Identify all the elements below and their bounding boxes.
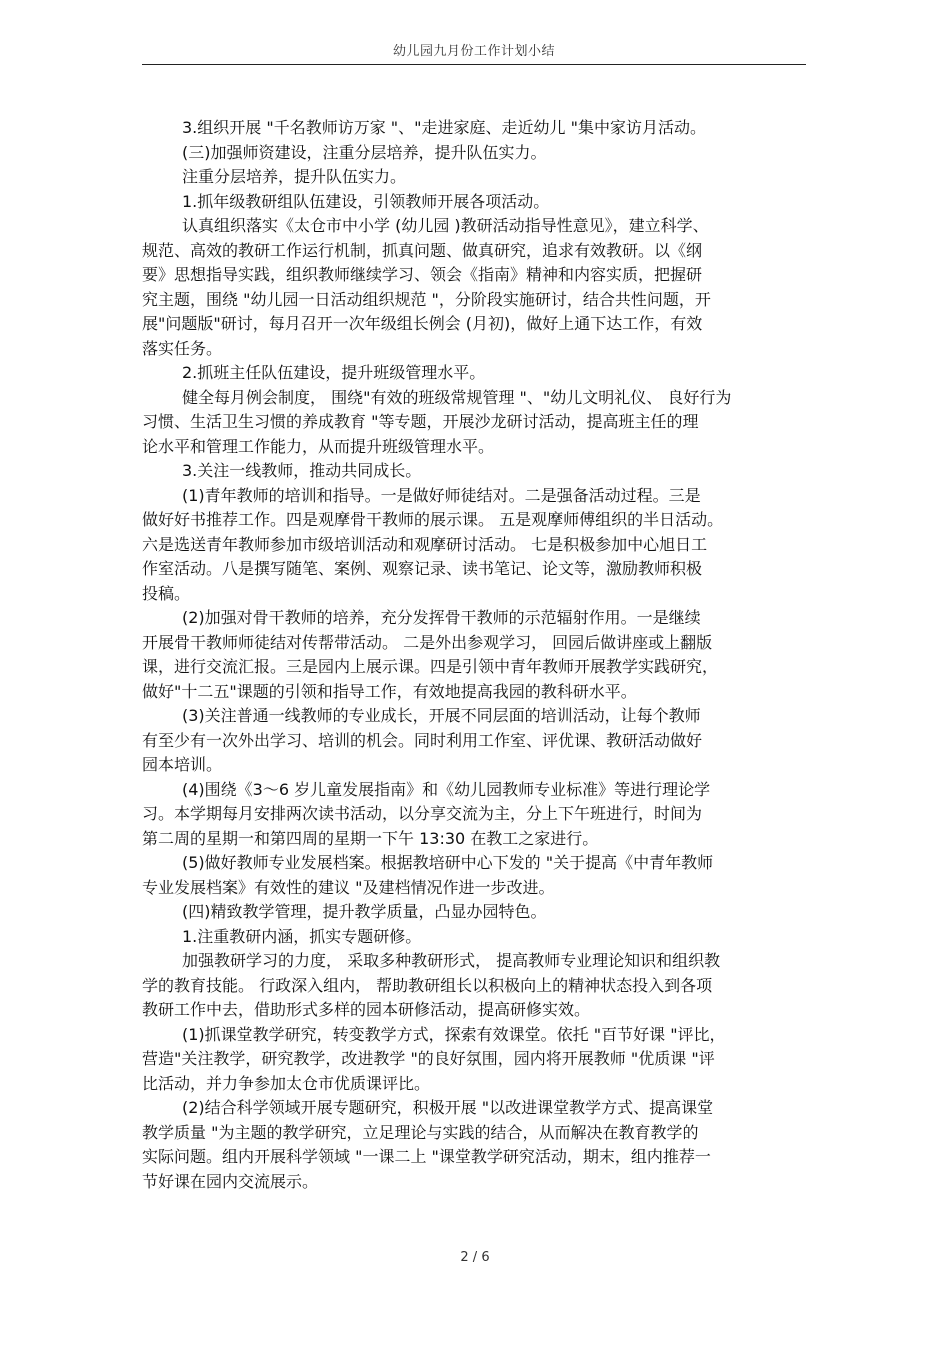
text-line: 做好"十二五"课题的引领和指导工作，有效地提高我园的教科研水平。: [142, 681, 637, 701]
text-line: 3.组织开展 "千名教师访万家 "、"走进家庭、走近幼儿 "集中家访月活动。: [182, 118, 706, 137]
text-line: 营造"关注教学，研究教学，改进教学 "的良好氛围，园内将开展教师 "优质课 "评: [142, 1049, 715, 1068]
text-line: 有至少有一次外出学习、培训的机会。同时利用工作室、评优课、教研活动做好: [142, 730, 703, 750]
text-line: 专业发展档案》有效性的建议 "及建档情况作进一步改进。: [142, 877, 555, 897]
document-body: [142, 116, 806, 1194]
text-line: 六是选送青年教师参加市级培训活动和观摩研讨活动。 七是积极参加中心旭日工: [142, 534, 708, 554]
text-line: (4)围绕《3～6 岁儿童发展指南》和《幼儿园教师专业标准》等进行理论学: [182, 779, 711, 799]
text-line: 规范、高效的教研工作运行机制，抓真问题、做真研究，追求有效教研。以《纲: [142, 240, 703, 260]
document-title: 幼儿园九月份工作计划小结: [392, 44, 555, 59]
text-line: (2)加强对骨干教师的培养，充分发挥骨干教师的示范辐射作用。一是继续: [182, 608, 701, 627]
text-line: 教研工作中去，借助形式多样的园本研修活动，提高研修实效。: [142, 1000, 591, 1019]
text-line: 论水平和管理工作能力，从而提升班级管理水平。: [142, 436, 495, 456]
text-line: 学的教育技能。 行政深入组内， 帮助教研组长以积极向上的精神状态投入到各项: [142, 975, 713, 995]
text-line: (1)抓课堂教学研究，转变教学方式，探索有效课堂。依托 "百节好课 "评比，: [182, 1024, 726, 1044]
text-line: 2.抓班主任队伍建设，提升班级管理水平。: [182, 363, 486, 382]
text-line: 园本培训。: [142, 755, 223, 774]
text-line: (5)做好教师专业发展档案。根据教培研中心下发的 "关于提高《中青年教师: [182, 853, 714, 872]
text-line: 注重分层培养，提升队伍实力。: [182, 167, 407, 186]
text-line: 展"问题版"研讨，每月召开一次年级组长例会 (月初)，做好上通下达工作，有效: [142, 314, 703, 333]
page-number: 2 / 6: [460, 1250, 490, 1265]
page-header: [142, 36, 806, 65]
text-line: 习惯、生活卫生习惯的养成教育 "等专题，开展沙龙研讨活动，提高班主任的理: [142, 412, 699, 431]
text-line: 投稿。: [142, 583, 191, 603]
text-line: 1.注重教研内涵，抓实专题研修。: [182, 926, 422, 946]
text-line: 开展骨干教师师徒结对传帮带活动。 二是外出参观学习， 回园后做讲座或上翻版: [142, 632, 713, 652]
text-line: (1)青年教师的培训和指导。一是做好师徒结对。二是强备活动过程。三是: [182, 485, 701, 505]
text-line: (四)精致教学管理，提升教学质量，凸显办园特色。: [182, 902, 547, 921]
text-line: 1.抓年级教研组队伍建设，引领教师开展各项活动。: [182, 191, 550, 211]
text-line: (3)关注普通一线教师的专业成长，开展不同层面的培训活动，让每个教师: [182, 706, 701, 725]
text-line: 节好课在园内交流展示。: [142, 1171, 319, 1191]
text-line: 作室活动。八是撰写随笔、案例、观察记录、读书笔记、论文等，激励教师积极: [142, 559, 703, 578]
text-line: 比活动，并力争参加太仓市优质课评比。: [142, 1073, 431, 1093]
text-line: 课，进行交流汇报。三是园内上展示课。四是引领中青年教师开展教学实践研究，: [142, 657, 719, 676]
text-line: (2)结合科学领域开展专题研究，积极开展 "以改进课堂教学方式、提高课堂: [182, 1098, 714, 1117]
text-line: (三)加强师资建设，注重分层培养，提升队伍实力。: [182, 142, 547, 162]
text-line: 要》思想指导实践，组织教师继续学习、领会《指南》精神和内容实质，把握研: [142, 265, 703, 284]
text-line: 第二周的星期一和第四周的星期一下午 13:30 在教工之家进行。: [142, 828, 599, 848]
text-line: 教学质量 "为主题的教学研究，立足理论与实践的结合，从而解决在教育教学的: [142, 1122, 699, 1142]
text-line: 健全每月例会制度， 围绕"有效的班级常规管理 "、"幼儿文明礼仪、 良好行为: [182, 387, 732, 407]
text-line: 3.关注一线教师，推动共同成长。: [182, 461, 422, 480]
text-line: 究主题，围绕 "幼儿园一日活动组织规范 "，分阶段实施研讨，结合共性问题，开: [142, 289, 711, 309]
text-line: 实际问题。组内开展科学领域 "一课二上 "课堂教学研究活动，期末，组内推荐一: [142, 1147, 711, 1166]
text-line: 落实任务。: [142, 338, 223, 358]
text-line: 做好好书推荐工作。四是观摩骨干教师的展示课。 五是观摩师傅组织的半日活动。: [142, 510, 724, 529]
text-line: 加强教研学习的力度， 采取多种教研形式， 提高教师专业理论知识和组织教: [182, 951, 721, 970]
text-line: 习。本学期每月安排两次读书活动，以分享交流为主，分上下午班进行，时间为: [142, 804, 703, 823]
text-line: 认真组织落实《太仓市中小学 (幼儿园 )教研活动指导性意见》，建立科学、: [182, 216, 709, 235]
